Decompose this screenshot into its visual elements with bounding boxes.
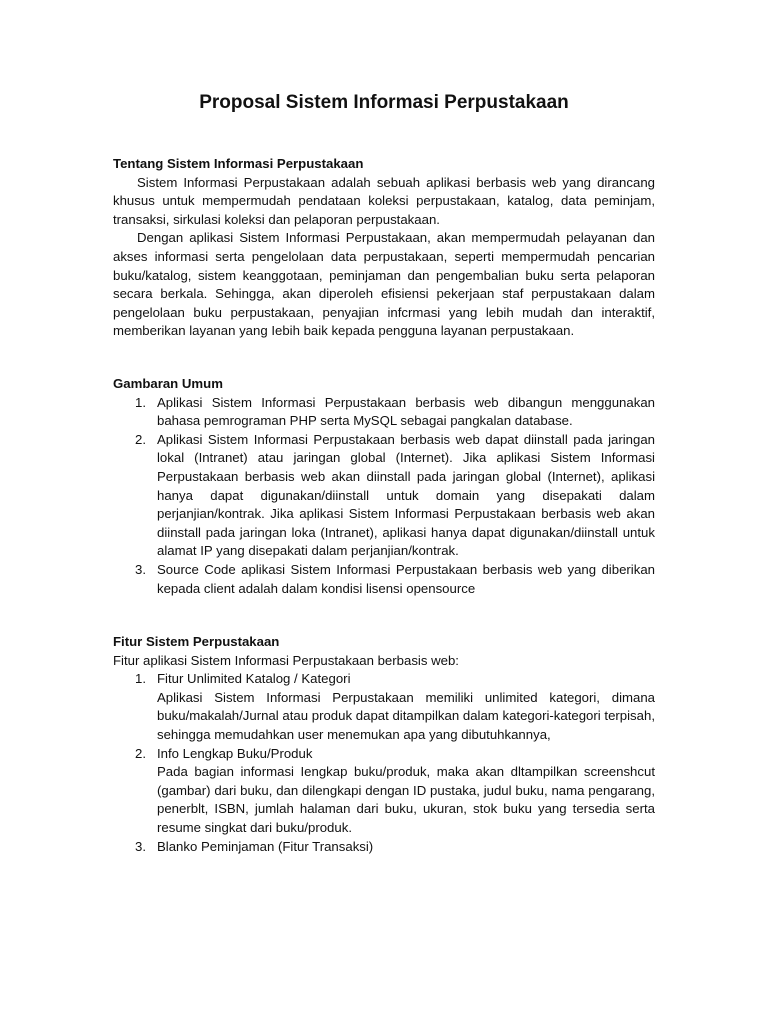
- list-item-number: 3.: [135, 838, 146, 854]
- list-item-text: Source Code aplikasi Sistem Informasi Perpustakaan berbasis web yang diberikan kepada client adalah dalam kondisi lisensi opensource: [157, 561, 655, 596]
- list-item-text: Aplikasi Sistem Informasi Perpustakaan berbasis web dapat diinstall pada jaringan lokal (Intranet) atau jaringan global (Internet). Jika aplikasi Sistem Informasi Perpustakaan berbasis web akan diinstall pada jaringan global (Internet), aplikasi hanya dapat digunakan/diinstall untuk domain yang disepakati dalam perjanjian/kontrak. Jika aplikasi Sistem Informasi Perpustakaan berbasis web akan diinstall pada jaringan loka (Intranet), aplikasi hanya dapat digunakan/diinstall untuk alamat IP yang disepakati dalam perjanjian/kontrak.: [157, 431, 655, 559]
- list-item-number: 1.: [135, 394, 146, 410]
- paragraph: Dengan aplikasi Sistem Informasi Perpustakaan, akan mempermudah pelayanan dan akses informasi serta pengelolaan data perpustakaan, seperti mempermudah pencarian buku/katalog, sistem keanggotaan, peminjaman dan pengembalian buku serta pelaporan secara berkala. Sehingga, akan diperoleh efisiensi pekerjaan staf perpustakaan dalam pengelolaan buku perpustakaan, penyajian infcrmasi yang lebih mudah dan interaktif, memberikan layanan yang Iebih baik kepada pengguna layanan perpustakaan.: [113, 230, 655, 339]
- list-item: [113, 394, 655, 431]
- list-item-title: Fitur Unlimited Katalog / Kategori: [157, 671, 351, 687]
- section-heading-tentang: Tentang Sistem Informasi Perpustakaan: [113, 156, 364, 171]
- list-item-number: 2.: [135, 431, 146, 447]
- list-item-title: Info Lengkap Buku/Produk: [157, 745, 313, 761]
- list-item: [113, 745, 655, 838]
- numbered-list: [113, 670, 655, 856]
- section-heading-gambaran-umum: Gambaran Umum: [113, 376, 223, 391]
- section-heading-fitur: Fitur Sistem Perpustakaan: [113, 634, 280, 649]
- list-item: [113, 561, 655, 598]
- list-item-text: Aplikasi Sistem Informasi Perpustakaan berbasis web dibangun menggunakan bahasa pemrograman PHP serta MySQL sebagai pangkalan database.: [157, 394, 655, 429]
- section-fitur: [113, 633, 655, 856]
- list-item-description: Pada bagian informasi Iengkap buku/produk, maka akan dltampilkan screenshcut (gambar) dari buku, dan dilengkapi dengan ID pustaka, judul buku, nama pengarang, penerblt, ISBN, jumlah halaman dari buku, ukuran, stok buku yang tersedia serta resume singkat dari buku/produk.: [157, 764, 655, 835]
- list-item-number: 2.: [135, 745, 146, 761]
- numbered-list: [113, 394, 655, 599]
- section-gambaran-umum: [113, 375, 655, 598]
- document-page: [113, 0, 655, 1024]
- section-tentang: [113, 155, 655, 341]
- section-intro: Fitur aplikasi Sistem Informasi Perpustakaan berbasis web:: [113, 652, 459, 668]
- list-item-title: Blanko Peminjaman (Fitur Transaksi): [157, 838, 374, 854]
- list-item: [113, 431, 655, 561]
- paragraph: Sistem Informasi Perpustakaan adalah sebuah aplikasi berbasis web yang dirancang khusus untuk mempermudah pendataan koleksi perpustakaan, katalog, data peminjam, transaksi, sirkulasi koleksi dan pelaporan perpustakaan.: [113, 174, 655, 227]
- list-item: [113, 670, 655, 744]
- list-item-description: Aplikasi Sistem Informasi Perpustakaan memiliki unlimited kategori, dimana buku/makalah/Jurnal atau produk dapat ditampilkan dalam kategori-kategori terpisah, sehingga memudahkan user menemukan apa yang dibutuhkannya,: [157, 689, 655, 742]
- list-item-number: 1.: [135, 671, 146, 687]
- document-title: Proposal Sistem Informasi Perpustakaan: [199, 92, 569, 113]
- list-item-number: 3.: [135, 561, 146, 577]
- list-item: [113, 838, 655, 857]
